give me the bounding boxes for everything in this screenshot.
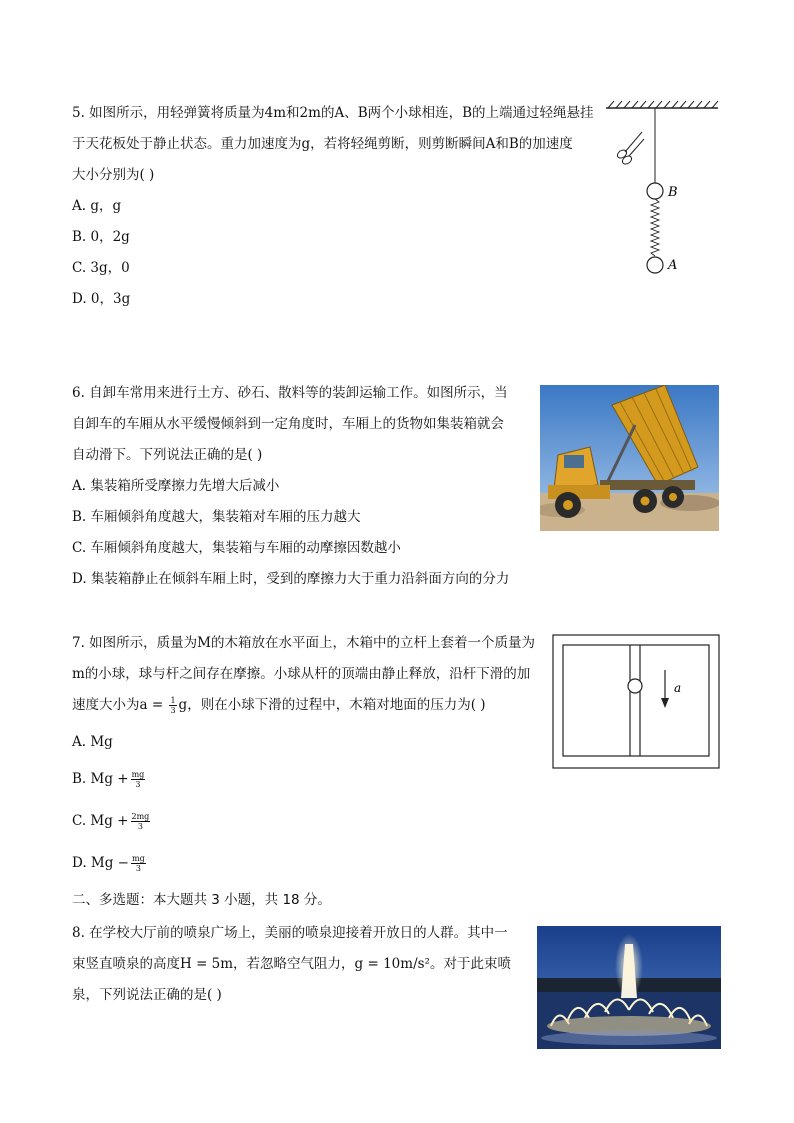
dump-truck-photo bbox=[540, 385, 719, 531]
question-7-line-2: m的小球，球与杆之间存在摩擦。小球从杆的顶端由静止释放，沿杆下滑的加 bbox=[72, 666, 531, 682]
spring bbox=[651, 199, 659, 256]
question-7-line-3-end: g，则在小球下滑的过程中，木箱对地面的压力为( ) bbox=[178, 697, 486, 713]
question-7-option-c bbox=[72, 806, 535, 837]
question-5-option-d: D. 0，3g bbox=[72, 291, 131, 307]
question-7-line-3 bbox=[72, 690, 535, 721]
option-b-fraction bbox=[131, 770, 146, 789]
question-5-option-b: B. 0，2g bbox=[72, 229, 130, 245]
ball-a bbox=[647, 257, 663, 273]
question-6-line-2: 自卸车的车厢从水平缓慢倾斜到一定角度时，车厢上的货物如集装箱就会 bbox=[72, 416, 504, 432]
fraction-denominator: 3 bbox=[135, 864, 141, 873]
scissors-icon bbox=[616, 132, 644, 166]
question-5-line-1: 5. 如图所示，用轻弹簧将质量为4m和2m的A、B两个小球相连，B的上端通过轻绳悬挂 bbox=[72, 105, 594, 121]
option-c-fraction bbox=[131, 812, 151, 831]
question-6-option-c: C. 车厢倾斜角度越大，集装箱与车厢的动摩擦因数越小 bbox=[72, 540, 401, 556]
fraction-numerator: mg bbox=[131, 770, 145, 779]
ball-b-label: B bbox=[668, 185, 678, 200]
question-5-option-a: A. g，g bbox=[72, 198, 122, 214]
question-5-line-3: 大小分别为( ) bbox=[72, 167, 155, 183]
question-8-line-3: 泉，下列说法正确的是( ) bbox=[72, 987, 222, 1003]
question-7 bbox=[72, 628, 535, 879]
question-6-line-3: 自动滑下。下列说法正确的是( ) bbox=[72, 447, 263, 463]
ball-b bbox=[647, 183, 663, 199]
question-7-option-a: A. Mg bbox=[72, 734, 113, 750]
question-5-line-2: 于天花板处于静止状态。重力加速度为g，若将轻绳剪断，则剪断瞬间A和B的加速度 bbox=[72, 136, 573, 152]
question-8-line-1: 8. 在学校大厅前的喷泉广场上，美丽的喷泉迎接着开放日的人群。其中一 bbox=[72, 925, 508, 941]
question-6-option-b: B. 车厢倾斜角度越大，集装箱对车厢的压力越大 bbox=[72, 509, 361, 525]
question-8-line-2: 束竖直喷泉的高度H = 5m，若忽略空气阻力，g = 10m/s²。对于此束喷 bbox=[72, 956, 511, 972]
option-d-fraction bbox=[131, 854, 146, 873]
question-5 bbox=[72, 98, 594, 315]
fraction-numerator: 1 bbox=[170, 696, 176, 705]
question-7-option-b bbox=[72, 764, 535, 795]
question-8 bbox=[72, 918, 511, 1011]
option-c-text: C. Mg + bbox=[72, 813, 129, 829]
option-b-text: B. Mg + bbox=[72, 771, 129, 787]
section-heading-multiple-choice: 二、多选题：本大题共 3 小题，共 18 分。 bbox=[72, 892, 331, 908]
box-rod-ball-figure bbox=[552, 634, 720, 770]
fraction-denominator: 3 bbox=[135, 780, 141, 789]
fraction-numerator: 2mg bbox=[131, 812, 150, 821]
ball-a-label: A bbox=[668, 258, 678, 273]
fraction-one-third bbox=[169, 696, 176, 715]
fraction-denominator: 3 bbox=[170, 706, 176, 715]
question-6-option-d: D. 集装箱静止在倾斜车厢上时，受到的摩擦力大于重力沿斜面方向的分力 bbox=[72, 571, 510, 587]
question-6-line-1: 6. 自卸车常用来进行土方、砂石、散料等的装卸运输工作。如图所示，当 bbox=[72, 385, 508, 401]
question-6-option-a: A. 集装箱所受摩擦力先增大后减小 bbox=[72, 478, 280, 494]
question-7-line-3-start: 速度大小为a = bbox=[72, 697, 168, 713]
spring-hanging-balls-figure bbox=[600, 96, 725, 281]
question-6 bbox=[72, 378, 509, 595]
fountain-photo bbox=[537, 926, 721, 1049]
acceleration-label: a bbox=[674, 681, 682, 695]
question-7-option-d bbox=[72, 848, 535, 879]
option-d-text: D. Mg − bbox=[72, 855, 129, 871]
fraction-numerator: mg bbox=[132, 854, 145, 863]
question-7-line-1: 7. 如图所示，质量为M的木箱放在水平面上，木箱中的立杆上套着一个质量为 bbox=[72, 635, 535, 651]
fraction-denominator: 3 bbox=[137, 822, 143, 831]
question-5-option-c: C. 3g，0 bbox=[72, 260, 130, 276]
ball-on-rod bbox=[628, 679, 642, 693]
